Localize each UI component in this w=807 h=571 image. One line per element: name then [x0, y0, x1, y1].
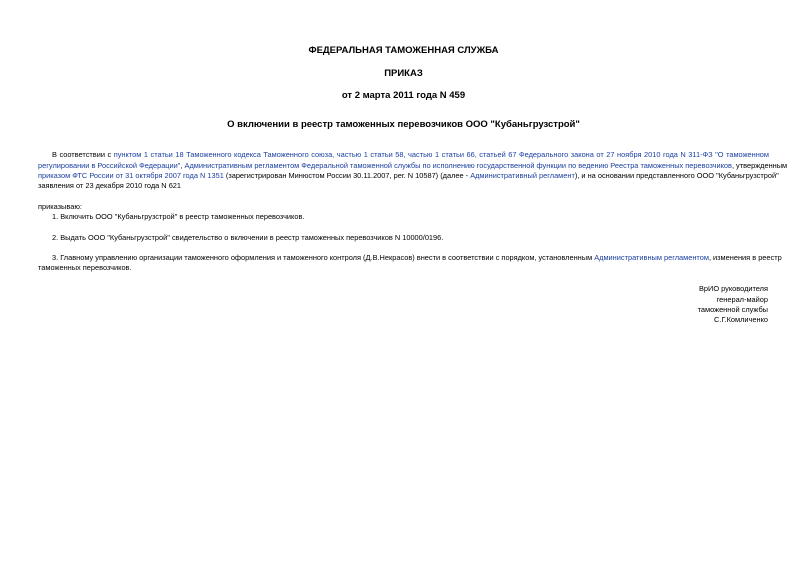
- order-word: приказываю:: [38, 202, 82, 211]
- preamble-line-1: [52, 150, 769, 160]
- law-link-cont[interactable]: регулировании в Российской Федерации": [38, 161, 181, 170]
- doc-type-title: ПРИКАЗ: [384, 68, 423, 79]
- signature-name: С.Г.Комличенко: [714, 315, 768, 324]
- fts-order-link[interactable]: приказом ФТС России от 31 октября 2007 года N 1351: [38, 171, 224, 180]
- preamble-text: ,: [180, 161, 185, 170]
- preamble-text: , утвержденным: [731, 161, 788, 170]
- item-3-line-2: таможенных перевозчиков.: [38, 263, 132, 272]
- doc-subject: О включении в реестр таможенных перевозчиков ООО "Кубаньгрузстрой": [227, 119, 580, 130]
- agency-title: ФЕДЕРАЛЬНАЯ ТАМОЖЕННАЯ СЛУЖБА: [308, 45, 499, 56]
- regulation-link-item3[interactable]: Административным регламентом: [594, 253, 709, 262]
- regulation-short-link[interactable]: Административный регламент: [470, 171, 575, 180]
- item-text: 3. Главному управлению организации таможенного оформления и таможенного контроля (Д.В.Некрасов) внести в соответствии с порядком, установленным: [52, 253, 595, 262]
- item-text: , изменения в реестр: [708, 253, 782, 262]
- item-1: 1. Включить ООО "Кубаньгрузстрой" в реестр таможенных перевозчиков.: [52, 212, 305, 221]
- preamble-line-2: [38, 161, 788, 171]
- signature-rank: генерал-майор: [716, 295, 768, 304]
- signature-service: таможенной службы: [697, 305, 768, 314]
- preamble-text: В соответствии с: [52, 150, 114, 159]
- doc-date-number: от 2 марта 2011 года N 459: [341, 90, 466, 101]
- preamble-line-3: [38, 171, 779, 181]
- signature-position: ВрИО руководителя: [698, 284, 768, 293]
- regulation-link[interactable]: Административным регламентом Федеральной таможенной службы по исполнению государственной функции по ведению Реестра таможенных перевозчиков: [184, 161, 732, 170]
- preamble-line-4: заявления от 23 декабря 2010 года N 621: [38, 181, 182, 190]
- item-2: 2. Выдать ООО "Кубаньгрузстрой" свидетельство о включении в реестр таможенных перевозчиков N 10000/0196.: [52, 233, 444, 242]
- preamble-text: (зарегистрирован Минюстом России 30.11.2007, рег. N 10587) (далее -: [223, 171, 471, 180]
- law-link[interactable]: пунктом 1 статьи 18 Таможенного кодекса Таможенного союза, частью 1 статьи 58, частью 1 статьи 66, статьей 67 Федерального закона от 27 ноября 2010 года N 311-ФЗ "О таможенном: [113, 150, 769, 159]
- preamble-text: ), и на основании представленного ООО "Кубаньгрузстрой": [574, 171, 779, 180]
- item-3-line-1: [52, 253, 782, 263]
